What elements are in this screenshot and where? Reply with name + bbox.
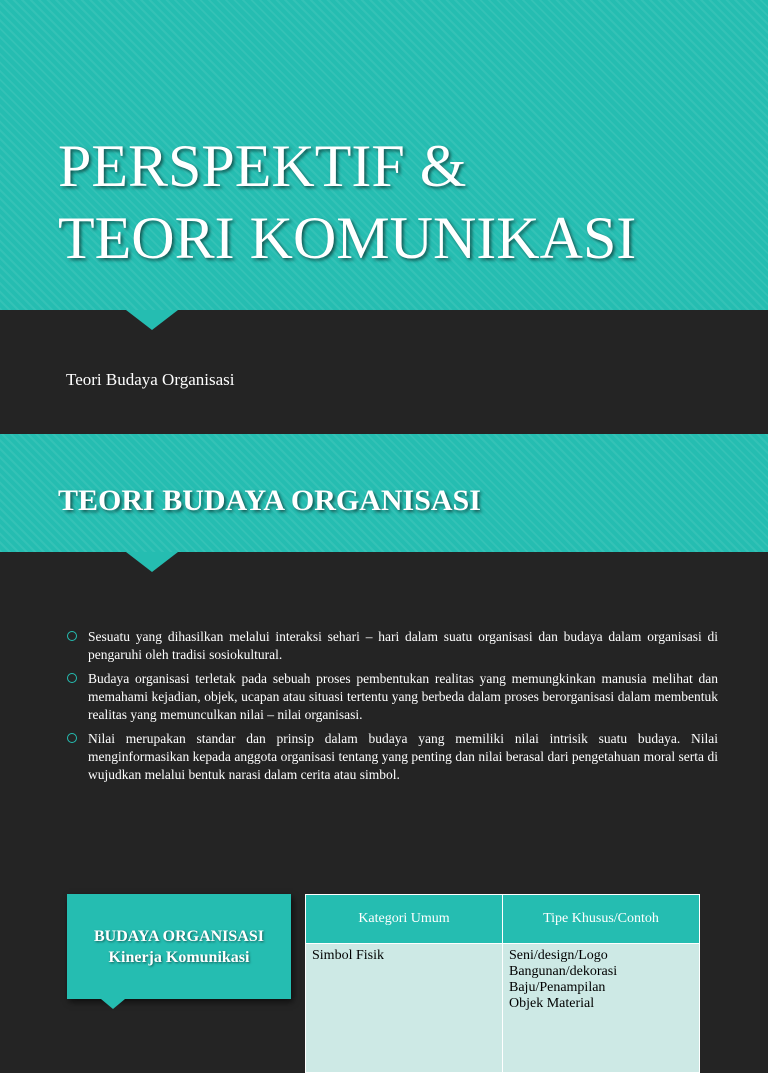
box-title-line1: BUDAYA ORGANISASI [94, 927, 264, 945]
bullet-list [66, 628, 718, 790]
bullet-item [66, 628, 718, 664]
culture-table [305, 894, 700, 1073]
box-title-line2: Kinerja Komunikasi [108, 948, 250, 966]
table-row [306, 944, 700, 1073]
header-tipe-khusus: Tipe Khusus/Contoh [503, 895, 700, 944]
section-title: TEORI BUDAYA ORGANISASI [58, 484, 481, 517]
box-notch [101, 999, 125, 1009]
main-title-line2: TEORI KOMUNIKASI [58, 205, 637, 271]
bullet-text: Budaya organisasi terletak pada sebuah proses pembentukan realitas yang memungkinkan manusia melihat dan memahami kejadian, objek, ucapan atau situasi tertentu yang berbeda dalam proses berorganisasi dalam membentuk realitas yang memunculkan nilai – nilai organisasi. [88, 671, 718, 722]
bullet-item [66, 670, 718, 724]
table-header-row [306, 895, 700, 944]
circle-bullet-icon [67, 733, 77, 743]
banner-notch [126, 310, 178, 330]
slide-title-box [67, 894, 291, 999]
circle-bullet-icon [67, 631, 77, 641]
example-item: Seni/design/Logo [509, 948, 608, 963]
example-item: Bangunan/dekorasi [509, 964, 618, 979]
table-cell-examples [503, 944, 700, 1073]
example-item: Baju/Penampilan [509, 980, 606, 995]
banner-notch [126, 552, 178, 572]
header-kategori-umum: Kategori Umum [306, 895, 503, 944]
example-item: Objek Material [509, 996, 595, 1011]
main-title-line1: PERSPEKTIF & [58, 133, 467, 199]
bullet-text: Nilai merupakan standar dan prinsip dalam budaya yang memiliki nilai intrisik suatu budaya. Nilai menginformasikan kepada anggota organisasi tentang yang penting dan nilai berasal dari pengetahuan moral serta di wujudkan melalui bentuk narasi dalam cerita atau simbol. [88, 731, 718, 782]
main-title [58, 130, 636, 274]
bullet-item [66, 730, 718, 784]
table-cell-category: Simbol Fisik [306, 944, 503, 1073]
circle-bullet-icon [67, 673, 77, 683]
bullet-text: Sesuatu yang dihasilkan melalui interaksi sehari – hari dalam suatu organisasi dan budaya dalam organisasi di pengaruhi oleh tradisi sosiokultural. [88, 629, 718, 662]
subtitle: Teori Budaya Organisasi [66, 370, 235, 389]
